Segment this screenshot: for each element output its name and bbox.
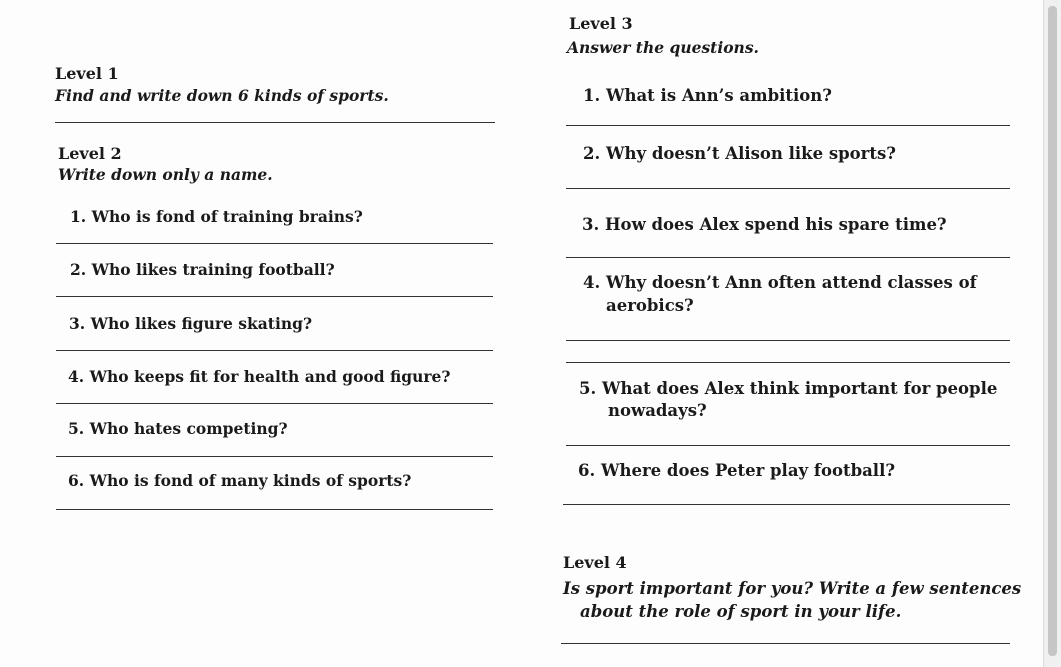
answer-line <box>56 403 493 404</box>
level3-question-4-line1: 4. Why doesn’t Ann often attend classes of <box>583 273 977 292</box>
answer-line <box>55 122 495 123</box>
level3-question-5-line2: nowadays? <box>608 401 707 420</box>
answer-line <box>563 504 1010 505</box>
level3-question-2: 2. Why doesn’t Alison like sports? <box>583 144 896 163</box>
level3-title: Level 3 <box>569 14 633 33</box>
level4-title: Level 4 <box>563 553 627 572</box>
level3-question-5-line1: 5. What does Alex think important for people <box>579 379 998 398</box>
answer-line <box>566 445 1010 446</box>
answer-line <box>56 350 493 351</box>
level4-instruction-line1: Is sport important for you? Write a few sentences <box>563 579 1022 598</box>
level2-question-3: 3. Who likes figure skating? <box>69 314 313 333</box>
vertical-scrollbar[interactable] <box>1043 0 1061 667</box>
answer-line <box>561 643 1010 644</box>
level4-instruction-line2: about the role of sport in your life. <box>580 602 902 621</box>
answer-line <box>56 243 493 244</box>
level2-question-1: 1. Who is fond of training brains? <box>70 207 363 226</box>
level3-question-1: 1. What is Ann’s ambition? <box>583 86 832 105</box>
answer-line <box>56 456 493 457</box>
scrollbar-thumb[interactable] <box>1048 6 1057 656</box>
level3-question-6: 6. Where does Peter play football? <box>578 461 896 480</box>
level3-question-3: 3. How does Alex spend his spare time? <box>582 215 947 234</box>
answer-line <box>566 340 1010 341</box>
level2-instruction: Write down only a name. <box>58 165 273 184</box>
level3-question-4-line2: aerobics? <box>606 296 694 315</box>
level1-instruction: Find and write down 6 kinds of sports. <box>55 86 389 105</box>
level2-title: Level 2 <box>58 144 122 163</box>
level2-question-2: 2. Who likes training football? <box>70 260 335 279</box>
level3-instruction: Answer the questions. <box>567 38 759 57</box>
answer-line <box>566 125 1010 126</box>
level2-question-4: 4. Who keeps fit for health and good figure? <box>68 367 451 386</box>
answer-line <box>56 509 493 510</box>
level1-title: Level 1 <box>55 64 119 83</box>
answer-line <box>566 362 1010 363</box>
answer-line <box>56 296 493 297</box>
level2-question-5: 5. Who hates competing? <box>68 419 288 438</box>
answer-line <box>566 257 1010 258</box>
level2-question-6: 6. Who is fond of many kinds of sports? <box>68 471 412 490</box>
answer-line <box>566 188 1010 189</box>
